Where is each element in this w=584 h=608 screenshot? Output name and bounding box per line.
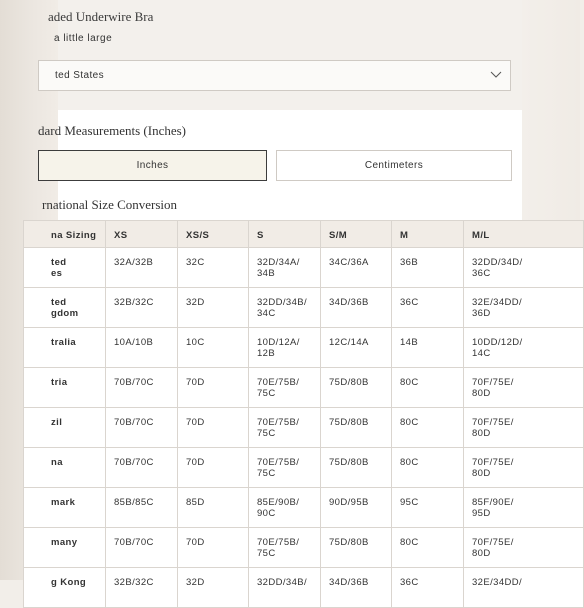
size-value-line: 70D (186, 457, 205, 468)
country-cell (24, 488, 106, 528)
size-cell (392, 488, 464, 528)
country-label-line: es (51, 268, 63, 279)
country-label-line: na (51, 457, 63, 468)
size-value-line: 85B/85C (114, 497, 154, 508)
size-value-line: 75C (257, 468, 276, 479)
size-cell (392, 528, 464, 568)
size-value-line: 32DD/34B/ (257, 297, 308, 308)
size-value-line: 14C (472, 348, 491, 359)
chevron-down-icon (490, 68, 502, 82)
column-header: S/M (321, 221, 392, 248)
size-cell (321, 568, 392, 608)
size-value-line: 34C (257, 308, 276, 319)
size-cell (249, 528, 321, 568)
product-title: aded Underwire Bra (48, 9, 154, 24)
table-row (24, 448, 584, 488)
size-cell (106, 408, 178, 448)
country-label-line: tralia (51, 337, 77, 348)
size-value-line: 90D/95B (329, 497, 369, 508)
size-value-line: 32A/32B (114, 257, 154, 268)
size-value-line: 70D (186, 377, 205, 388)
size-value-line: 34B (257, 268, 276, 279)
size-cell (106, 328, 178, 368)
size-value-line: 70F/75E/ (472, 537, 514, 548)
size-cell (106, 568, 178, 608)
size-cell (464, 448, 584, 488)
size-cell (178, 488, 249, 528)
size-cell (321, 328, 392, 368)
size-cell (178, 448, 249, 488)
country-label-line: ted (51, 257, 67, 268)
size-value-line: 75C (257, 388, 276, 399)
size-value-line: 95D (472, 508, 491, 519)
inches-toggle-button[interactable]: Inches (38, 150, 267, 181)
size-cell (464, 568, 584, 608)
size-value-line: 75C (257, 548, 276, 559)
size-cell (178, 408, 249, 448)
standard-measurements-title: dard Measurements (Inches) (38, 123, 186, 138)
size-value-line: 36D (472, 308, 491, 319)
size-value-line: 32DD/34D/ (472, 257, 523, 268)
size-cell (178, 368, 249, 408)
size-cell (249, 368, 321, 408)
table-row (24, 368, 584, 408)
size-cell (464, 408, 584, 448)
size-value-line: 85E/90B/ (257, 497, 300, 508)
country-cell (24, 448, 106, 488)
size-cell (392, 368, 464, 408)
size-value-line: 32E/34DD/ (472, 297, 523, 308)
column-header: M/L (464, 221, 584, 248)
size-value-line: 80C (400, 537, 419, 548)
size-cell (392, 568, 464, 608)
country-label-line: zil (51, 417, 63, 428)
country-label-line: g Kong (51, 577, 87, 588)
size-value-line: 90C (257, 508, 276, 519)
size-cell (249, 248, 321, 288)
country-label-line: many (51, 537, 78, 548)
size-value-line: 75D/80B (329, 377, 369, 388)
size-value-line: 34D/36B (329, 297, 369, 308)
size-value-line: 85D (186, 497, 205, 508)
size-cell (321, 288, 392, 328)
size-cell (106, 288, 178, 328)
size-value-line: 10A/10B (114, 337, 154, 348)
size-value-line: 36C (400, 297, 419, 308)
country-cell (24, 528, 106, 568)
table-row (24, 288, 584, 328)
size-cell (106, 528, 178, 568)
column-header: M (392, 221, 464, 248)
size-cell (106, 248, 178, 288)
table-row (24, 328, 584, 368)
size-value-line: 70B/70C (114, 457, 154, 468)
size-value-line: 70F/75E/ (472, 417, 514, 428)
size-cell (392, 328, 464, 368)
size-value-line: 70B/70C (114, 537, 154, 548)
country-cell (24, 288, 106, 328)
country-label-line: tria (51, 377, 68, 388)
size-value-line: 70F/75E/ (472, 457, 514, 468)
size-value-line: 75D/80B (329, 537, 369, 548)
size-value-line: 32E/34DD/ (472, 577, 523, 588)
country-label-line: mark (51, 497, 76, 508)
table-body (24, 248, 584, 608)
size-value-line: 70B/70C (114, 417, 154, 428)
country-select-value: ted States (55, 70, 105, 81)
size-cell (392, 288, 464, 328)
size-value-line: 70D (186, 417, 205, 428)
size-value-line: 36C (400, 577, 419, 588)
size-value-line: 70E/75B/ (257, 377, 300, 388)
size-value-line: 32DD/34B/ (257, 577, 308, 588)
size-cell (106, 368, 178, 408)
size-value-line: 10C (186, 337, 205, 348)
size-cell (249, 488, 321, 528)
country-cell (24, 328, 106, 368)
size-value-line: 95C (400, 497, 419, 508)
size-cell (464, 488, 584, 528)
size-cell (464, 248, 584, 288)
size-value-line: 85F/90E/ (472, 497, 514, 508)
centimeters-toggle-button[interactable]: Centimeters (276, 150, 512, 181)
size-value-line: 70E/75B/ (257, 537, 300, 548)
table-row (24, 568, 584, 608)
size-value-line: 34C/36A (329, 257, 369, 268)
size-value-line: 70F/75E/ (472, 377, 514, 388)
size-value-line: 75D/80B (329, 457, 369, 468)
size-cell (392, 408, 464, 448)
size-cell (392, 248, 464, 288)
size-cell (321, 448, 392, 488)
size-cell (249, 568, 321, 608)
size-value-line: 80C (400, 377, 419, 388)
size-cell (249, 448, 321, 488)
size-value-line: 10D/12A/ (257, 337, 300, 348)
size-value-line: 75D/80B (329, 417, 369, 428)
table-row (24, 408, 584, 448)
size-value-line: 36C (472, 268, 491, 279)
size-cell (464, 288, 584, 328)
size-value-line: 34D/36B (329, 577, 369, 588)
size-cell (321, 248, 392, 288)
size-value-line: 80C (400, 457, 419, 468)
size-conversion-table (23, 220, 584, 608)
size-value-line: 80C (400, 417, 419, 428)
size-cell (106, 488, 178, 528)
size-cell (321, 368, 392, 408)
size-conversion-title: rnational Size Conversion (42, 197, 178, 212)
column-header: XS/S (178, 221, 249, 248)
size-cell (392, 448, 464, 488)
size-cell (178, 528, 249, 568)
size-guide-content (38, 0, 523, 588)
size-value-line: 80D (472, 548, 491, 559)
size-value-line: 12B (257, 348, 276, 359)
size-cell (321, 528, 392, 568)
size-cell (178, 288, 249, 328)
size-value-line: 80D (472, 428, 491, 439)
size-cell (249, 408, 321, 448)
size-cell (249, 328, 321, 368)
country-cell (24, 568, 106, 608)
table-row (24, 528, 584, 568)
size-cell (321, 408, 392, 448)
size-cell (464, 368, 584, 408)
country-select[interactable] (38, 60, 511, 91)
size-value-line: 80D (472, 468, 491, 479)
size-value-line: 70E/75B/ (257, 457, 300, 468)
size-cell (464, 528, 584, 568)
size-cell (178, 568, 249, 608)
size-value-line: 70E/75B/ (257, 417, 300, 428)
size-cell (321, 488, 392, 528)
size-value-line: 32D/34A/ (257, 257, 300, 268)
country-label-line: ted (51, 297, 67, 308)
column-header: S (249, 221, 321, 248)
size-cell (106, 448, 178, 488)
size-value-line: 32B/32C (114, 577, 154, 588)
size-value-line: 70B/70C (114, 377, 154, 388)
fit-note: a little large (54, 33, 113, 44)
size-value-line: 12C/14A (329, 337, 369, 348)
size-cell (464, 328, 584, 368)
size-value-line: 32D (186, 577, 205, 588)
column-header: na Sizing (24, 221, 106, 248)
size-value-line: 14B (400, 337, 419, 348)
size-cell (178, 328, 249, 368)
table-header-row (24, 221, 584, 248)
size-value-line: 32C (186, 257, 205, 268)
country-cell (24, 368, 106, 408)
size-value-line: 10DD/12D/ (472, 337, 523, 348)
column-header: XS (106, 221, 178, 248)
size-value-line: 32B/32C (114, 297, 154, 308)
size-value-line: 32D (186, 297, 205, 308)
size-value-line: 75C (257, 428, 276, 439)
country-label-line: gdom (51, 308, 79, 319)
table-row (24, 488, 584, 528)
size-cell (178, 248, 249, 288)
country-cell (24, 408, 106, 448)
size-value-line: 36B (400, 257, 419, 268)
country-cell (24, 248, 106, 288)
size-cell (249, 288, 321, 328)
table-row (24, 248, 584, 288)
size-value-line: 70D (186, 537, 205, 548)
size-value-line: 80D (472, 388, 491, 399)
